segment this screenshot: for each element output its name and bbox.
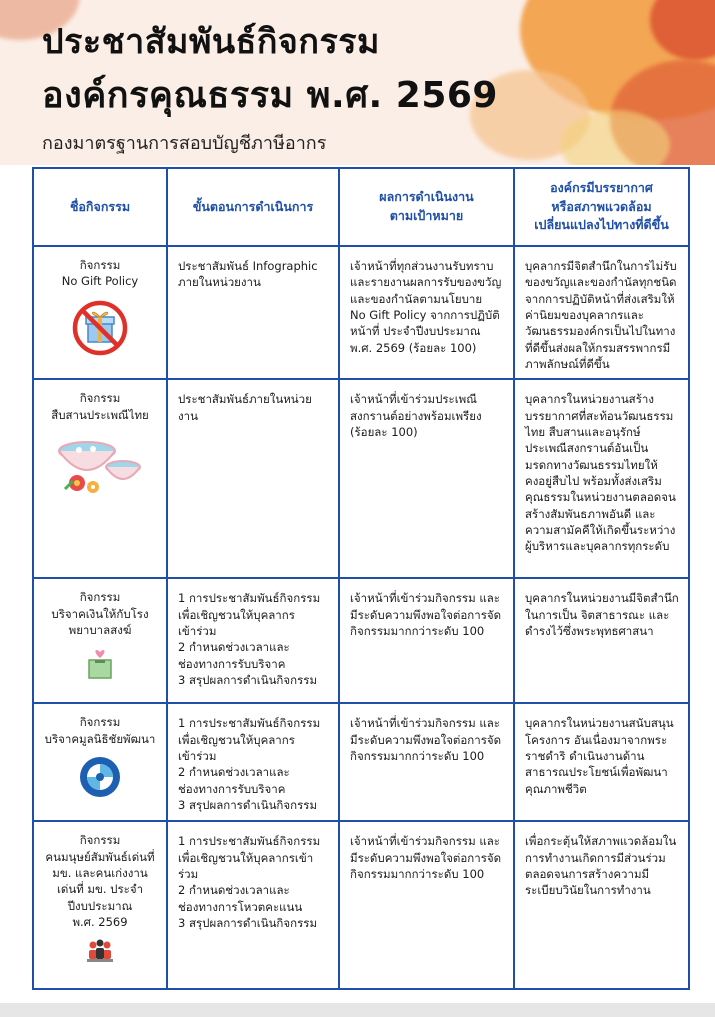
title-line-1: ประชาสัมพันธ์กิจกรรม: [42, 22, 380, 62]
table-header-row: [33, 168, 689, 246]
table-row: [33, 703, 689, 821]
improvement-cell: [514, 821, 689, 989]
activity-name: กิจกรรม บริจาคเงินให้กับโรง พยาบาลสงฆ์: [51, 590, 149, 637]
column-header-result: ผลการดำเนินงาน ตามเป้าหมาย: [339, 168, 514, 246]
column-header-activity: ชื่อกิจกรรม: [33, 168, 167, 246]
improvement-cell: [514, 703, 689, 821]
result-cell: [339, 379, 514, 578]
result-text: เจ้าหน้าที่เข้าร่วมกิจกรรม และ มีระดับความพึงพอใจต่อการจัด กิจกรรมมากกว่าระดับ 100: [350, 591, 502, 638]
improvement-text: บุคลากรในหน่วยงานมีจิตสำนึก ในการเป็น จิตสาธารณะ และ ดำรงไว้ซึ่งพระพุทธศาสนา: [525, 591, 679, 638]
chaipattana-logo-icon: [78, 755, 122, 799]
activity-name: กิจกรรม No Gift Policy: [61, 258, 139, 289]
result-text: เจ้าหน้าที่ทุกส่วนงานรับทราบ และรายงานผลการรับของขวัญ และของกำนัลตามนโยบาย No Gift Policy จากการปฏิบัติ หน้าที่ ประจำปีงบประมาณ พ.ศ. 2569 (ร้อยละ 100): [350, 259, 502, 355]
header-banner: [0, 0, 715, 165]
improvement-text: บุคลากรมีจิตสำนึกในการไม่รับ ของขวัญและของกำนัลทุกชนิด จากการปฏิบัติหน้าที่ส่งเสริมให้ ค่านิยมของบุคลากรและ วัฒนธรรมองค์กรเป็นไปในทาง ที่ดีขึ้นส่งผลให้กรมสรรพากรมี ภาพลักษณ์ที่ดีขึ้น: [525, 259, 677, 371]
steps-cell: [167, 578, 339, 703]
improvement-cell: [514, 578, 689, 703]
activity-table: [32, 167, 690, 990]
result-text: เจ้าหน้าที่เข้าร่วมกิจกรรม และ มีระดับความพึงพอใจต่อการจัด กิจกรรมมากกว่าระดับ 100: [350, 716, 502, 763]
table-row: [33, 578, 689, 703]
result-cell: [339, 246, 514, 379]
result-cell: [339, 703, 514, 821]
improvement-cell: [514, 246, 689, 379]
activity-cell: [33, 821, 167, 989]
improvement-text: เพื่อกระตุ้นให้สภาพแวดล้อมใน การทำงานเกิดการมีส่วนร่วม ตลอดจนการสร้างความมี ระเบียบวินัยในการทำงาน: [525, 834, 677, 898]
steps-text: 1 การประชาสัมพันธ์กิจกรรม เพื่อเชิญชวนให้บุคลากร เข้าร่วม 2 กำหนดช่วงเวลาและ ช่องทางการรับบริจาค 3 สรุปผลการดำเนินกิจกรรม: [178, 591, 321, 687]
steps-cell: [167, 703, 339, 821]
activity-cell: [33, 379, 167, 578]
activity-cell: [33, 703, 167, 821]
table-row: [33, 246, 689, 379]
steps-text: 1 การประชาสัมพันธ์กิจกรรม เพื่อเชิญชวนให้บุคลากรเข้า ร่วม 2 กำหนดช่วงเวลาและ ช่องทางการโหวตคะแนน 3 สรุปผลการดำเนินกิจกรรม: [178, 834, 321, 930]
improvement-cell: [514, 379, 689, 578]
column-header-improvement: องค์กรมีบรรยากาศ หรือสภาพแวดล้อม เปลี่ยนแปลงไปทางที่ดีขึ้น: [514, 168, 689, 246]
result-text: เจ้าหน้าที่เข้าร่วมประเพณี สงกรานต์อย่างพร้อมเพรียง (ร้อยละ 100): [350, 392, 482, 439]
subtitle: กองมาตรฐานการสอบบัญชีภาษีอากร: [42, 133, 327, 154]
result-cell: [339, 578, 514, 703]
result-text: เจ้าหน้าที่เข้าร่วมกิจกรรม และ มีระดับความพึงพอใจต่อการจัด กิจกรรมมากกว่าระดับ 100: [350, 834, 502, 881]
steps-text: ประชาสัมพันธ์ Infographic ภายในหน่วยงาน: [178, 259, 318, 290]
steps-cell: [167, 821, 339, 989]
title-line-2: องค์กรคุณธรรม พ.ศ. 2569: [42, 75, 498, 116]
column-header-steps: ขั้นตอนการดำเนินการ: [167, 168, 339, 246]
steps-text: ประชาสัมพันธ์ภายในหน่วยงาน: [178, 392, 312, 423]
donation-box-icon: [83, 646, 117, 680]
no-gift-icon: [71, 298, 129, 356]
improvement-text: บุคลากรในหน่วยงานสร้าง บรรยากาศที่สะท้อนวัฒนธรรม ไทย สืบสานและอนุรักษ์ ประเพณีสงกรานต์อันเป็น มรดกทางวัฒนธรรมไทยให้ คงอยู่สืบไป พร้อมทั้งส่งเสริม คุณธรรมในหน่วยงานตลอดจน สร้างสัมพันธภาพอันดี และ ความสามัคคีให้เกิดขึ้นระหว่าง ผู้บริหารและบุคลากรทุกระดับ: [525, 392, 676, 554]
steps-cell: [167, 246, 339, 379]
improvement-text: บุคลากรในหน่วยงานสนับสนุน โครงการ อันเนื่องมาจากพระ ราชดำริ ดำเนินงานด้าน สาธารณประโยชน์เพื่อพัฒนา คุณภาพชีวิต: [525, 716, 674, 796]
result-cell: [339, 821, 514, 989]
activity-cell: [33, 578, 167, 703]
water-bowls-flowers-icon: [55, 431, 145, 497]
activity-name: กิจกรรม คนมนุษย์สัมพันธ์เด่นที่ มข. และคนเก่งงาน เด่นที่ มข. ประจำ ปีงบประมาณ พ.ศ. 2569: [45, 833, 155, 929]
table-row: [33, 821, 689, 989]
steps-cell: [167, 379, 339, 578]
activity-name: กิจกรรม สืบสานประเพณีไทย: [51, 391, 149, 422]
table-row: [33, 379, 689, 578]
activity-cell: [33, 246, 167, 379]
activity-name: กิจกรรม บริจาคมูลนิธิชัยพัฒนา: [44, 715, 156, 746]
steps-text: 1 การประชาสัมพันธ์กิจกรรม เพื่อเชิญชวนให้บุคลากร เข้าร่วม 2 กำหนดช่วงเวลาและ ช่องทางการรับบริจาค 3 สรุปผลการดำเนินกิจกรรม: [178, 716, 321, 812]
award-people-icon: [85, 938, 115, 964]
